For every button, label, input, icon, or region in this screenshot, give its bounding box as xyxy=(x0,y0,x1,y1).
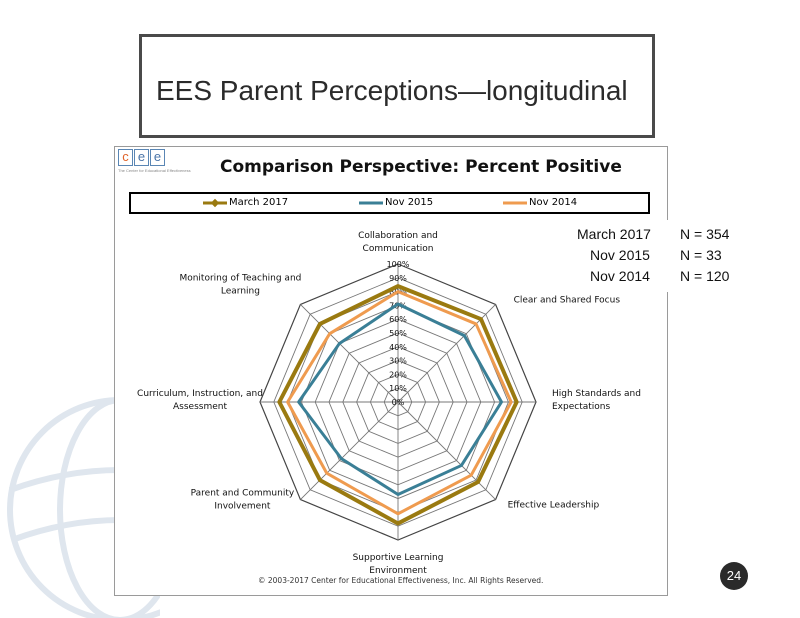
legend-item xyxy=(359,197,433,208)
copyright-footer: © 2003-2017 Center for Educational Effectiveness, Inc. All Rights Reserved. xyxy=(258,576,544,585)
tick-label: 20% xyxy=(389,370,407,380)
slide-title-box xyxy=(139,34,655,138)
legend-label: Nov 2015 xyxy=(385,197,434,208)
tick-label: 100% xyxy=(386,260,410,269)
axis-label: High Standards and xyxy=(552,389,641,399)
legend-swatch xyxy=(203,198,227,208)
axis-label: Environment xyxy=(369,566,427,576)
axis-label: Assessment xyxy=(173,402,227,412)
legend-item xyxy=(503,197,577,208)
tick-label: 50% xyxy=(389,329,407,338)
legend-item xyxy=(203,197,288,208)
legend-swatch xyxy=(359,198,383,208)
tick-label: 80% xyxy=(389,287,407,297)
logo-letter: e xyxy=(150,149,165,166)
n-value: N = 33 xyxy=(680,247,722,263)
tick-label: 40% xyxy=(389,342,407,352)
axis-label: Effective Leadership xyxy=(507,500,600,511)
axis-label: Expectations xyxy=(552,402,611,412)
n-value: N = 120 xyxy=(680,268,730,284)
n-label: Nov 2015 xyxy=(590,247,650,263)
logo-tagline: The Center for Educational Effectiveness xyxy=(118,168,191,173)
cee-logo xyxy=(118,149,198,175)
n-label: March 2017 xyxy=(577,226,651,242)
tick-label: 90% xyxy=(389,273,407,283)
tick-label: 60% xyxy=(389,315,407,325)
legend-swatch xyxy=(503,198,527,208)
axis-label: Clear and Shared Focus xyxy=(513,295,621,306)
slide-title: EES Parent Perceptions—longitudinal xyxy=(156,75,628,106)
axis-label: Monitoring of Teaching and xyxy=(179,273,302,284)
axis-label: Learning xyxy=(220,286,260,297)
tick-label: 30% xyxy=(389,356,407,366)
n-label: Nov 2014 xyxy=(590,268,650,284)
axis-label: Curriculum, Instruction, and xyxy=(137,389,263,399)
chart-legend xyxy=(129,192,650,214)
tick-label: 70% xyxy=(389,301,407,311)
tick-label: 0% xyxy=(391,398,405,407)
axis-label: Involvement xyxy=(214,501,271,512)
logo-letter: e xyxy=(134,149,149,166)
legend-label: March 2017 xyxy=(229,197,289,208)
n-value: N = 354 xyxy=(680,226,730,242)
legend-label: Nov 2014 xyxy=(529,197,578,208)
axis-label: Collaboration and xyxy=(358,231,438,241)
radar-chart xyxy=(114,226,668,576)
axis-label: Communication xyxy=(362,244,434,254)
logo-letter: c xyxy=(118,149,133,166)
chart-title: Comparison Perspective: Percent Positive xyxy=(220,157,622,177)
tick-label: 10% xyxy=(389,384,407,394)
page-number-badge: 24 xyxy=(720,562,748,590)
axis-label: Parent and Community xyxy=(190,488,295,499)
axis-label: Supportive Learning xyxy=(352,553,444,563)
